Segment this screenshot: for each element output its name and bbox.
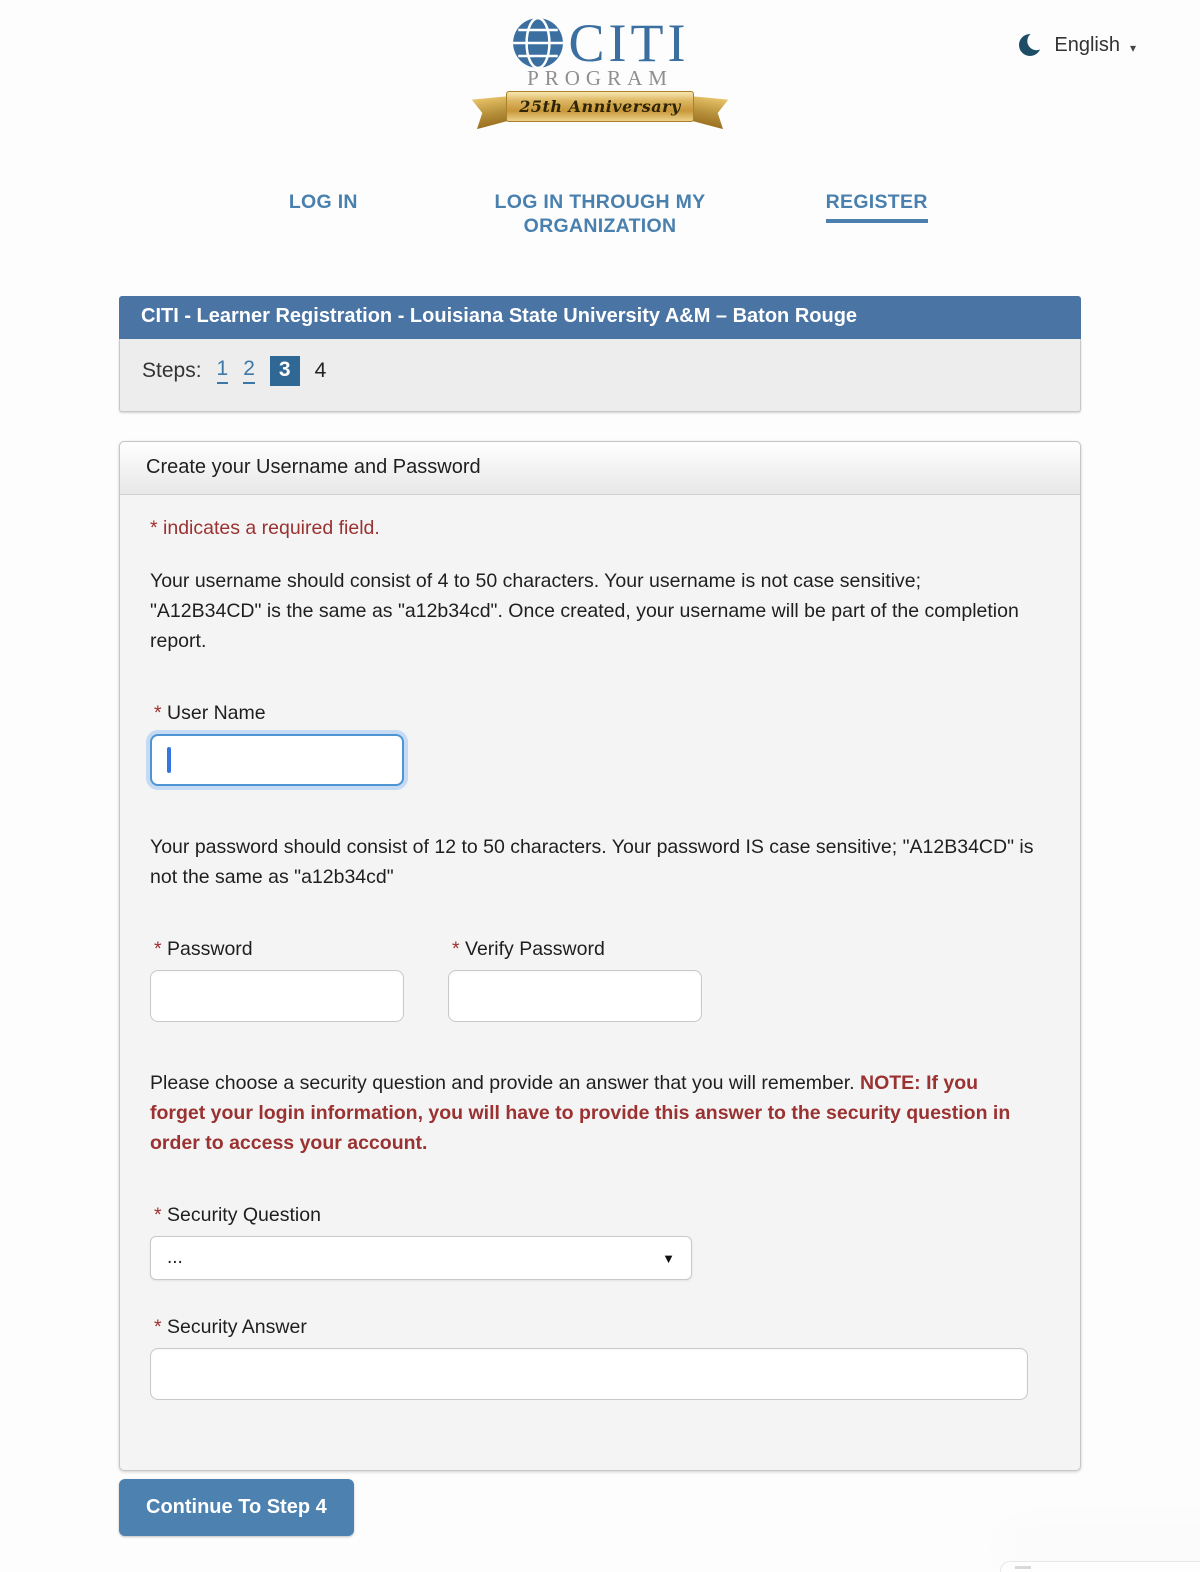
panel-title: Create your Username and Password bbox=[120, 442, 1080, 495]
required-asterisk: * bbox=[154, 702, 162, 724]
continue-to-step-4-button[interactable]: Continue To Step 4 bbox=[119, 1479, 354, 1536]
verify-password-input[interactable] bbox=[448, 970, 702, 1022]
password-help-text: Your password should consist of 12 to 50 characters. Your password IS case sensitive; "A12B34CD" is not the same as "a12b34cd" bbox=[150, 836, 1034, 888]
security-question-help-text: Please choose a security question and provide an answer that you will remember. NOTE: If you forget your login information, you will have to provide this answer to the security question in order to access your account. bbox=[150, 1072, 1011, 1154]
security-answer-label: * Security Answer bbox=[154, 1316, 307, 1338]
verify-password-field-group bbox=[448, 938, 702, 1022]
username-input[interactable] bbox=[150, 734, 404, 786]
registration-title: CITI - Learner Registration - Louisiana State University A&M – Baton Rouge bbox=[119, 296, 1081, 339]
username-label: * User Name bbox=[154, 702, 266, 724]
required-note-text: indicates a required field. bbox=[163, 517, 380, 539]
chevron-down-icon: ▾ bbox=[1129, 40, 1136, 55]
language-label: English bbox=[1054, 33, 1120, 56]
tab-log-in-through-organization[interactable]: LOG IN THROUGH MY ORGANIZATION bbox=[494, 191, 706, 237]
username-help-text: Your username should consist of 4 to 50 characters. Your username is not case sensitive; "A12B34CD" is the same as "a12b34cd". Once created, your username will be part of the completion report. bbox=[150, 570, 1019, 652]
moon-icon bbox=[1018, 32, 1044, 58]
required-field-note bbox=[150, 517, 1050, 540]
tab-register-label: REGISTER bbox=[826, 190, 928, 223]
step-4: 4 bbox=[314, 359, 327, 382]
password-field-group bbox=[150, 938, 404, 1022]
steps-label: Steps: bbox=[142, 359, 202, 382]
logo-title: CITI bbox=[568, 13, 690, 73]
password-input[interactable] bbox=[150, 970, 404, 1022]
anniversary-ribbon bbox=[480, 87, 720, 129]
logo-subtitle: PROGRAM bbox=[527, 66, 673, 90]
verify-password-label: * Verify Password bbox=[452, 938, 605, 960]
security-answer-input[interactable] bbox=[150, 1348, 1028, 1400]
step-2-link[interactable]: 2 bbox=[243, 358, 255, 384]
security-question-selected-value: ... bbox=[167, 1247, 183, 1268]
required-asterisk: * bbox=[150, 517, 158, 539]
text-caret bbox=[167, 747, 171, 773]
step-3-current-badge: 3 bbox=[270, 356, 300, 386]
tab-register[interactable] bbox=[738, 190, 1015, 238]
steps-bar bbox=[119, 339, 1081, 412]
panel-body bbox=[120, 495, 1080, 1470]
username-input-wrap bbox=[150, 734, 404, 786]
step-1-link[interactable]: 1 bbox=[217, 358, 229, 384]
globe-icon bbox=[511, 16, 565, 70]
language-selector[interactable] bbox=[1018, 32, 1136, 58]
anniversary-text: 25th Anniversary bbox=[506, 91, 694, 122]
registration-box bbox=[119, 296, 1081, 412]
bottom-popup-edge bbox=[1000, 1561, 1200, 1572]
form-panel bbox=[119, 441, 1081, 1471]
password-label: * Password bbox=[154, 938, 253, 960]
auth-tabs bbox=[185, 190, 1015, 238]
security-question-label: * Security Question bbox=[154, 1204, 321, 1226]
password-row bbox=[150, 938, 1050, 1022]
security-question-select[interactable] bbox=[150, 1236, 692, 1280]
logo-main bbox=[480, 13, 720, 73]
citi-logo bbox=[480, 13, 720, 129]
tab-log-in[interactable]: LOG IN bbox=[288, 191, 358, 213]
security-note-warning: NOTE: If you forget your login information, you will have to provide this answer to the security question in order to access your account. bbox=[150, 1072, 1011, 1154]
header bbox=[0, 0, 1200, 150]
select-caret-icon: ▼ bbox=[662, 1250, 675, 1266]
